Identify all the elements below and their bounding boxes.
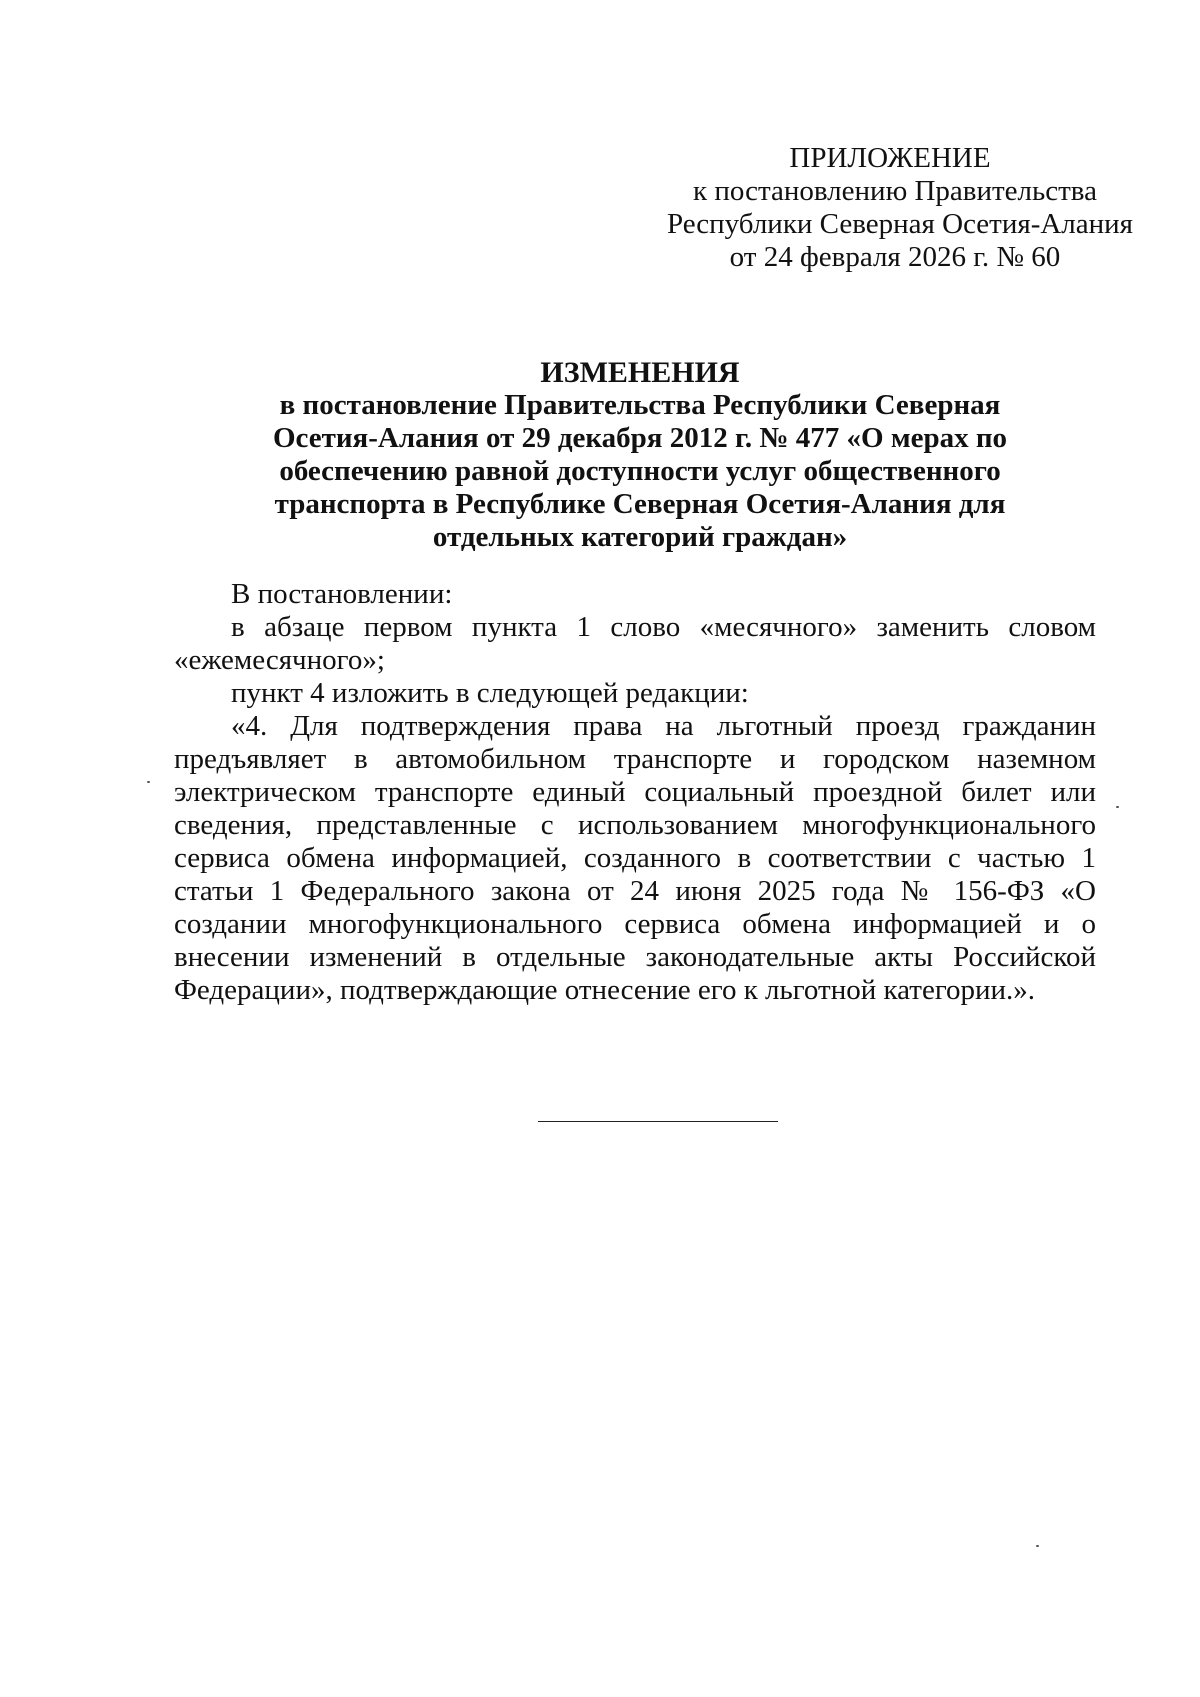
title-line-4: транспорта в Республике Северная Осетия-Алания для bbox=[274, 488, 1006, 520]
body-paragraph-point-4-text: «4. Для подтверждения права на льготный проезд гражданин предъявляет в автомобильном транспорте и городском наземном электрическом транспорте единый социальный проездной билет или сведения, представленные с использованием многофункционального сервиса обмена информацией, созданного в соответствии с частью 1 статьи 1 Федерального закона от 24 июня 2025 года № 156-ФЗ «О создании многофункционального сервиса обмена информацией и о внесении изменений в отдельные законодательные акты Российской Федерации», подтверждающие отнесение его к льготной категории.». bbox=[174, 710, 1096, 1006]
title-line-1: в постановление Правительства Республики Северная bbox=[279, 389, 1001, 421]
document-heading: ИЗМЕНЕНИЯ bbox=[540, 356, 740, 389]
body-paragraph-word-replacement: в абзаце первом пункта 1 слово «месячного» заменить словом «ежемесячного»; bbox=[174, 611, 1096, 676]
title-line-5: отдельных категорий граждан» bbox=[432, 521, 848, 553]
body-paragraph-point-4-intro: пункт 4 изложить в следующей редакции: bbox=[231, 677, 749, 709]
title-line-2: Осетия-Алания от 29 декабря 2012 г. № 477 «О мерах по bbox=[272, 422, 1008, 454]
document-body bbox=[174, 578, 1096, 1007]
title-line-3: обеспечению равной доступности услуг общественного bbox=[279, 455, 1001, 487]
appendix-reference: к постановлению Правительства bbox=[693, 175, 1097, 207]
appendix-block bbox=[655, 142, 1135, 274]
body-paragraph-intro: В постановлении: bbox=[231, 578, 453, 610]
scan-speck bbox=[147, 781, 150, 783]
appendix-republic: Республики Северная Осетия-Алания bbox=[666, 208, 1134, 240]
document-title-block bbox=[210, 356, 1070, 554]
appendix-title: ПРИЛОЖЕНИЕ bbox=[789, 142, 991, 174]
scan-speck bbox=[1116, 806, 1119, 808]
scan-speck bbox=[1036, 1545, 1039, 1547]
end-of-document-rule bbox=[538, 1121, 778, 1122]
appendix-date-number: от 24 февраля 2026 г. № 60 bbox=[729, 241, 1061, 273]
